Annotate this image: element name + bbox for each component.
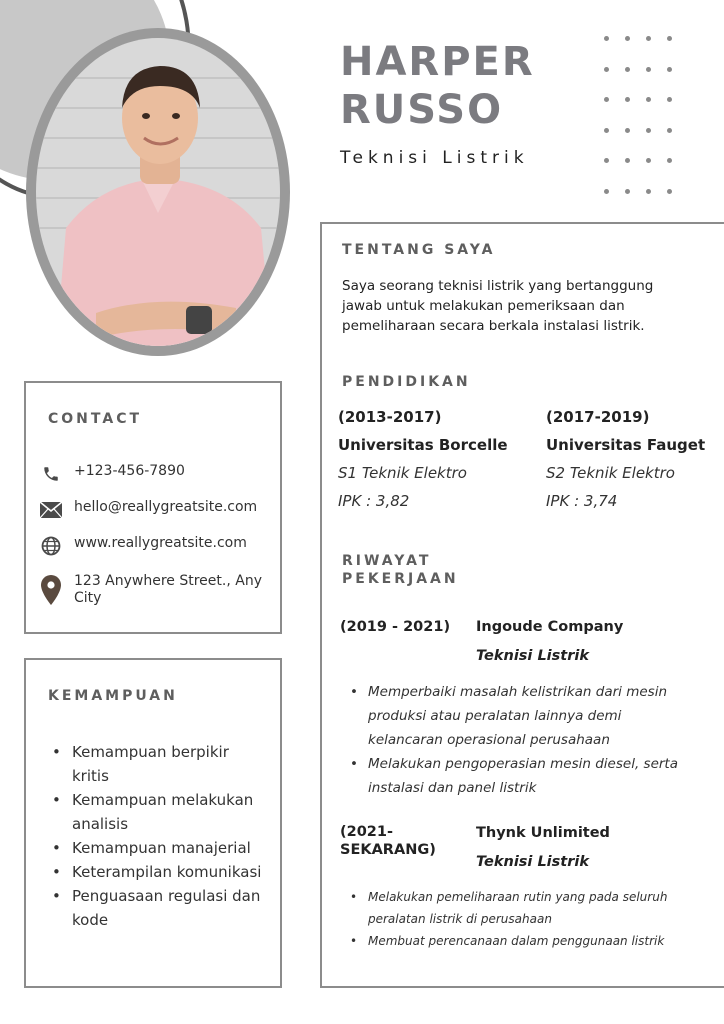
- contact-section: [24, 381, 282, 634]
- job-period: (2021- SEKARANG): [340, 824, 436, 858]
- job-bullets: [350, 886, 700, 952]
- about-title: TENTANG SAYA: [342, 242, 496, 258]
- work-title: [342, 552, 459, 588]
- first-name: HARPER: [340, 39, 535, 85]
- list-item: • Kemampuan berpikir kritis: [52, 740, 267, 788]
- education-entry-1: [338, 408, 508, 520]
- job-title: Teknisi Listrik: [340, 148, 529, 168]
- education-years: (2017-2019): [546, 408, 650, 426]
- job-period: (2019 - 2021): [340, 619, 451, 635]
- job-company: Ingoude Company: [476, 619, 624, 635]
- globe-icon: [38, 535, 64, 557]
- job-company: Thynk Unlimited: [476, 825, 610, 841]
- job-role: Teknisi Listrik: [476, 648, 589, 664]
- list-item: • Membuat perencanaan dalam penggunaan listrik: [350, 930, 700, 952]
- envelope-icon: [38, 499, 64, 521]
- contact-website-text[interactable]: www.reallygreatsite.com: [74, 535, 247, 551]
- skills-list: [52, 740, 267, 932]
- list-item: • Melakukan pengoperasian mesin diesel, serta instalasi dan panel listrik: [350, 752, 690, 800]
- education-school: Universitas Fauget: [546, 436, 706, 454]
- decorative-dot-grid: [604, 36, 704, 219]
- work-title-line1: RIWAYAT: [342, 553, 432, 569]
- education-title: PENDIDIKAN: [342, 374, 471, 390]
- contact-phone-text[interactable]: +123-456-7890: [74, 463, 185, 479]
- contact-phone: [38, 463, 264, 485]
- skills-title: KEMAMPUAN: [48, 688, 178, 704]
- education-gpa: IPK : 3,74: [546, 492, 618, 510]
- job-role: Teknisi Listrik: [476, 854, 589, 870]
- list-item: • Melakukan pemeliharaan rutin yang pada seluruh peralatan listrik di perusahaan: [350, 886, 700, 930]
- contact-address-text: 123 Anywhere Street., Any City: [74, 573, 262, 606]
- contact-title: CONTACT: [48, 411, 143, 427]
- education-entry-2: [546, 408, 705, 520]
- profile-photo-frame: [26, 28, 290, 356]
- profile-photo: [36, 38, 280, 346]
- job-bullets: [350, 680, 690, 800]
- education-gpa: IPK : 3,82: [338, 492, 410, 510]
- person-name: [340, 38, 535, 134]
- list-item: • Penguasaan regulasi dan kode: [52, 884, 267, 932]
- contact-email-text[interactable]: hello@reallygreatsite.com: [74, 499, 258, 515]
- list-item: • Kemampuan melakukan analisis: [52, 788, 267, 836]
- contact-address: [38, 573, 264, 607]
- list-item: • Memperbaiki masalah kelistrikan dari mesin produksi atau peralatan lainnya demi kelancaran operasional perusahaan: [350, 680, 690, 752]
- work-title-line2: PEKERJAAN: [342, 571, 459, 587]
- location-pin-icon: [38, 573, 64, 607]
- list-item: • Keterampilan komunikasi: [52, 860, 267, 884]
- education-school: Universitas Borcelle: [338, 436, 508, 454]
- main-panel: [320, 222, 724, 988]
- contact-website: [38, 535, 264, 557]
- list-item: • Kemampuan manajerial: [52, 836, 267, 860]
- phone-icon: [38, 463, 64, 485]
- education-degree: S1 Teknik Elektro: [338, 464, 467, 482]
- about-text: Saya seorang teknisi listrik yang bertanggung jawab untuk melakukan pemeriksaan dan pemeliharaan secara berkala instalasi listrik.: [342, 278, 654, 334]
- contact-email: [38, 499, 264, 521]
- last-name: RUSSO: [340, 87, 504, 133]
- education-years: (2013-2017): [338, 408, 442, 426]
- skills-section: [24, 658, 282, 988]
- education-degree: S2 Teknik Elektro: [546, 464, 675, 482]
